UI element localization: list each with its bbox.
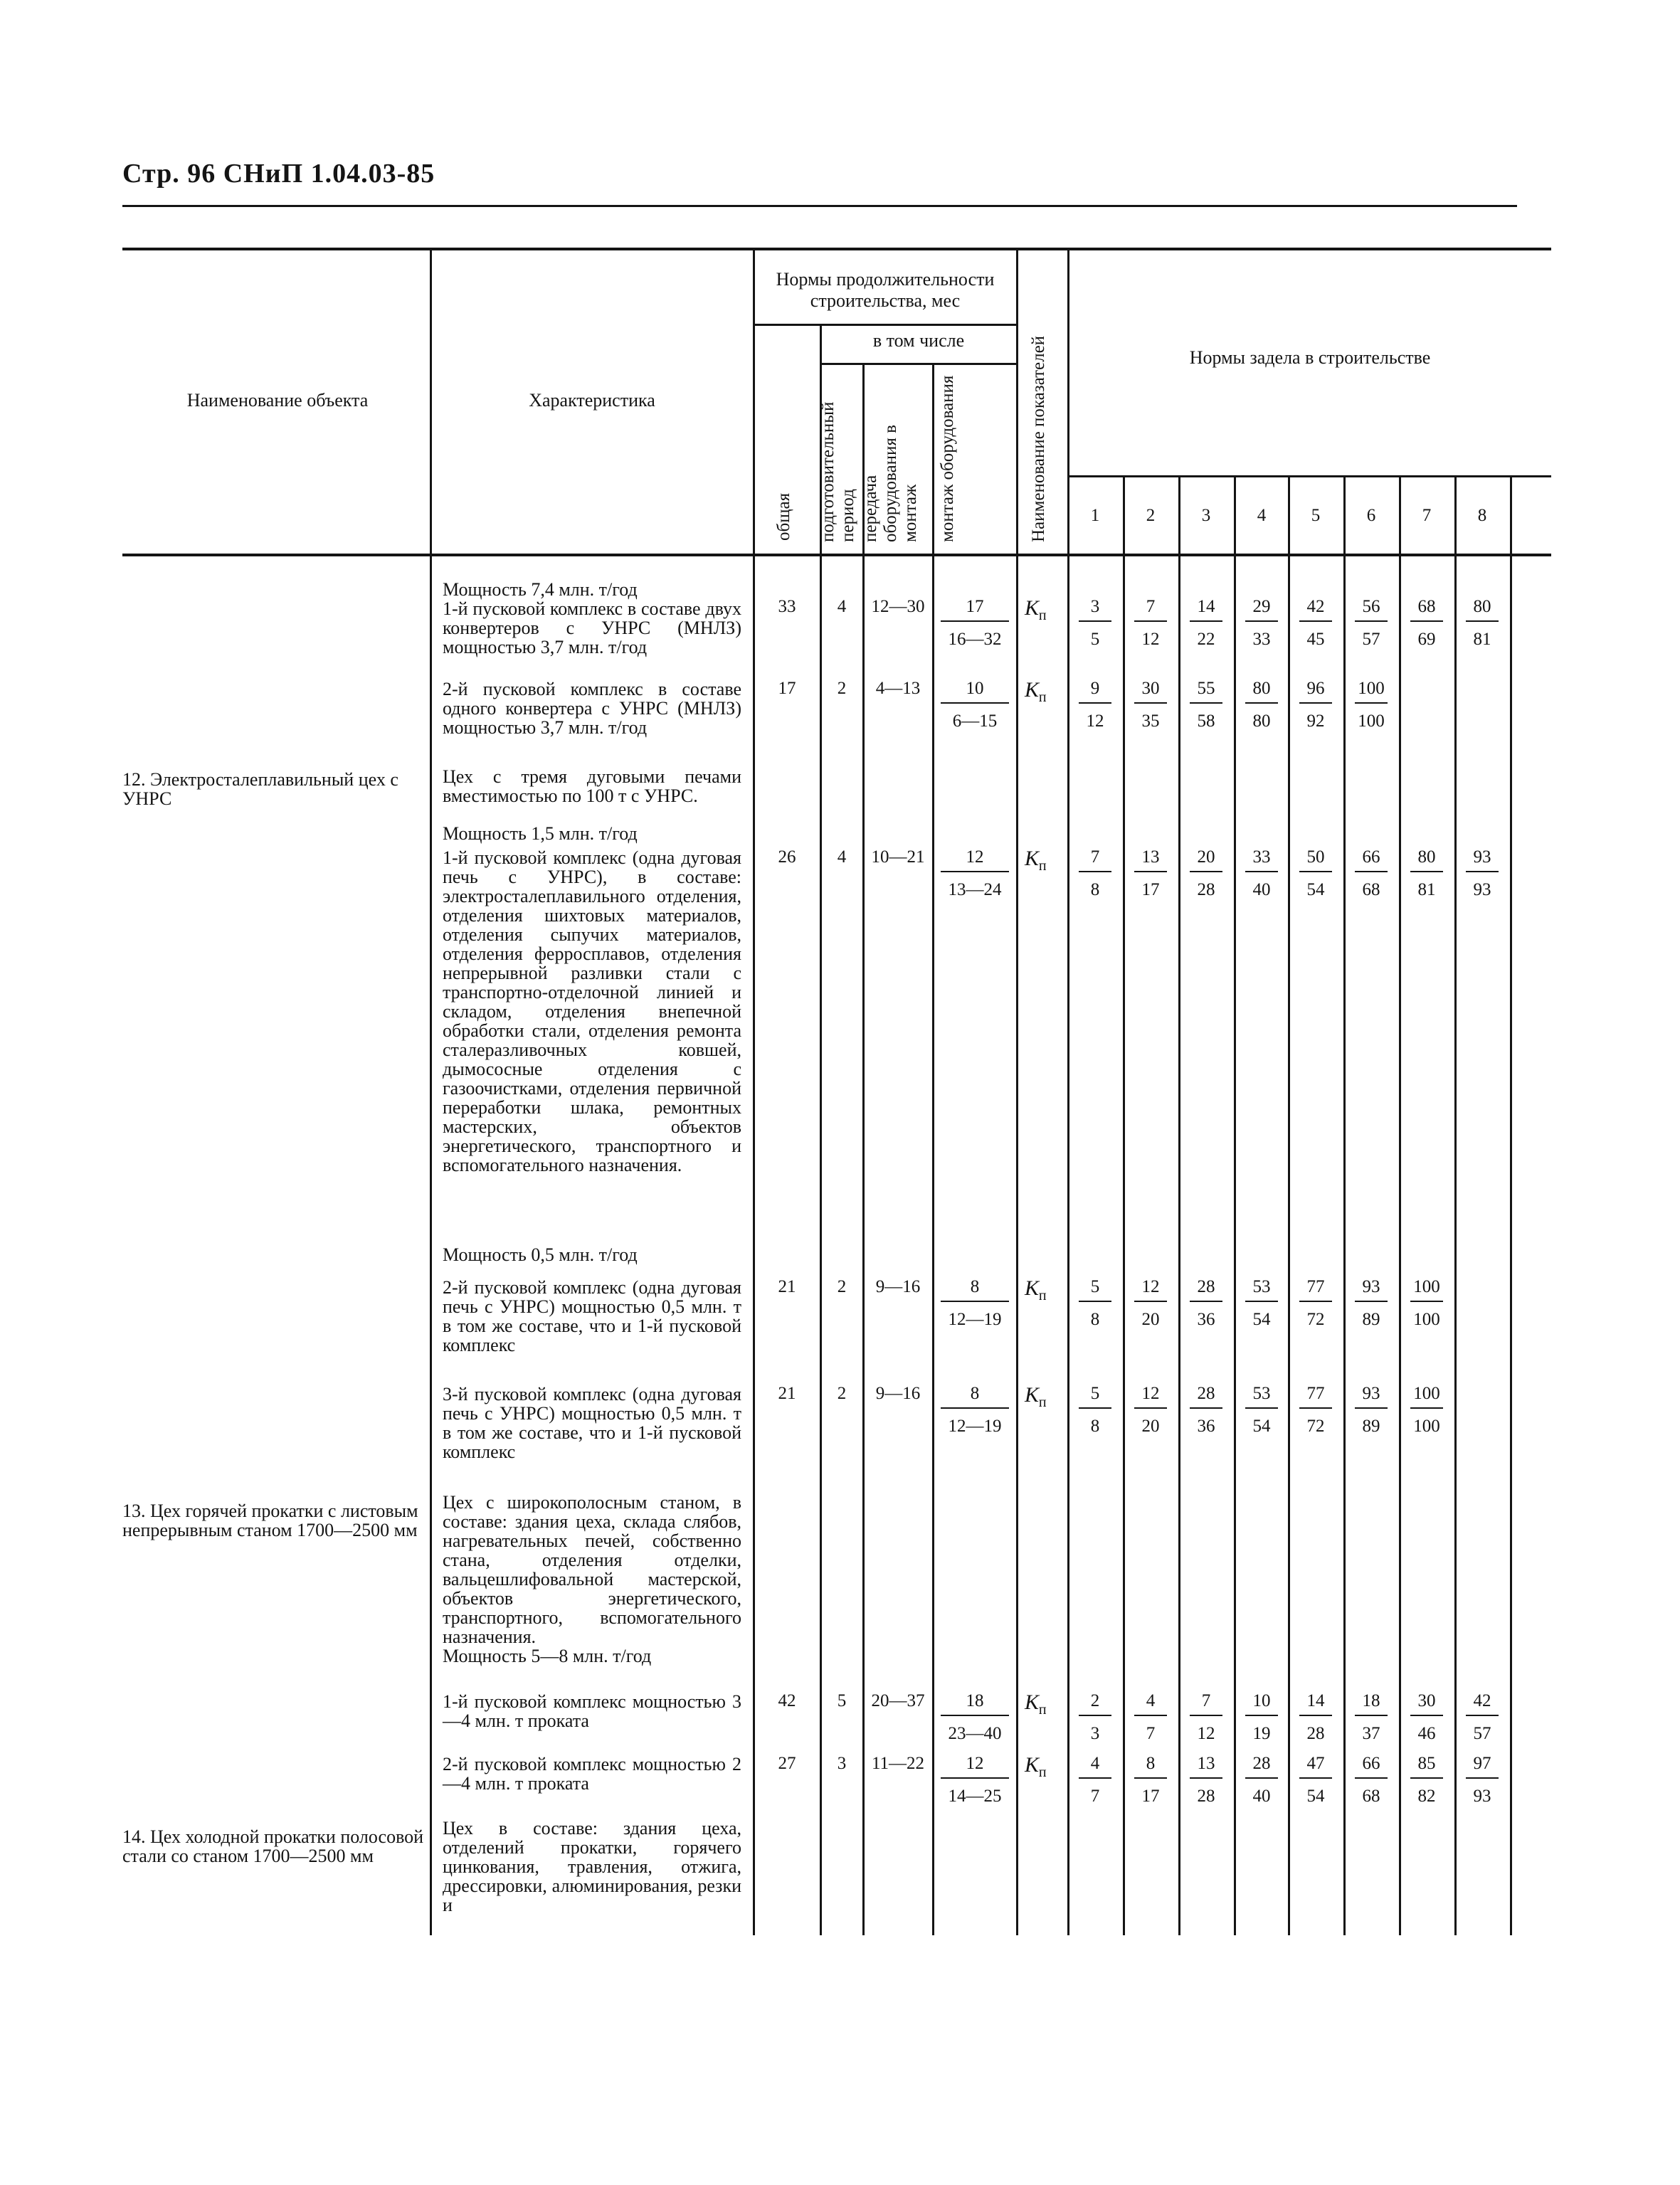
header-indicator: Наименование показателей — [1029, 335, 1048, 542]
col-number: 4 — [1257, 506, 1267, 525]
fraction-line — [1079, 871, 1111, 872]
backlog-top: 47 — [1306, 1754, 1325, 1773]
indicator-subscript: п — [1038, 1765, 1047, 1780]
char-text: Цех с тремя дуговыми печами вместимостью по 100 т с УНРС. — [443, 766, 741, 806]
char-text: 2-й пусковой комплекс мощностью 2—4 млн. т проката — [443, 1754, 741, 1794]
col-number: 1 — [1090, 506, 1100, 525]
indicator-letter: К — [1025, 678, 1039, 702]
fraction-line — [1299, 1407, 1332, 1409]
backlog-top: 66 — [1362, 1754, 1380, 1773]
backlog-bottom: 57 — [1473, 1724, 1491, 1743]
backlog-top: 80 — [1473, 597, 1491, 616]
backlog-top: 93 — [1362, 1384, 1380, 1403]
backlog-bottom: 68 — [1362, 880, 1380, 899]
duration-prep: 5 — [837, 1691, 847, 1710]
backlog-bottom: 20 — [1141, 1417, 1160, 1436]
backlog-top: 77 — [1306, 1384, 1325, 1403]
fraction-line — [1245, 1301, 1278, 1302]
col-divider — [753, 249, 755, 1935]
backlog-bottom: 81 — [1473, 630, 1491, 649]
indicator-kp — [1025, 1276, 1047, 1304]
backlog-top: 14 — [1197, 597, 1215, 616]
backlog-bottom: 54 — [1306, 880, 1325, 899]
indicator-letter: К — [1025, 1276, 1039, 1300]
char-text: Мощность 1,5 млн. т/год — [443, 823, 638, 844]
backlog-bottom: 7 — [1146, 1724, 1156, 1743]
install-top: 17 — [966, 597, 984, 616]
object-12: 12. Электросталеплавильный цех с УНРС — [122, 769, 398, 809]
backlog-top: 96 — [1306, 679, 1325, 698]
fraction-line — [1299, 1715, 1332, 1716]
fraction-line — [1355, 702, 1388, 704]
backlog-bottom: 33 — [1252, 630, 1271, 649]
install-top: 8 — [970, 1277, 980, 1296]
install-top: 12 — [966, 1754, 984, 1773]
backlog-bottom: 22 — [1197, 630, 1215, 649]
char-text: 3-й пусковой комплекс (одна дуговая печь с УНРС) мощностью 0,5 млн. т в том же составе, что и 1-й пусковой комплекс — [443, 1384, 741, 1462]
fraction-line — [941, 1407, 1009, 1409]
col-divider — [932, 363, 934, 1935]
backlog-top: 85 — [1417, 1754, 1436, 1773]
backlog-top: 100 — [1413, 1277, 1440, 1296]
fraction-line — [1466, 1777, 1499, 1779]
backlog-top: 28 — [1252, 1754, 1271, 1773]
fraction-line — [1079, 1715, 1111, 1716]
indicator-subscript: п — [1038, 689, 1047, 705]
fraction-line — [1355, 871, 1388, 872]
backlog-top: 42 — [1473, 1691, 1491, 1710]
col-number: 5 — [1311, 506, 1321, 525]
duration-transfer: 11—22 — [871, 1754, 925, 1773]
char-text: 1-й пусковой комплекс (одна дуговая печь с УНРС), в составе: электросталеплавильного отделения, отделения шихтовых материалов, отделения сыпучих материалов, отделения ферросплавов, отделения непрерывной разливки стали с транспортно-отделочной линией и складом, отделения внепечной обработки стали, отделения ремонта сталеразливочных ковшей, дымососные отделения с газоочистками, отделения первичной переработки шлака, ремонтных мастерских, объектов энергетического, транспортного и вспомогательного назначения. — [443, 847, 741, 1175]
backlog-bottom: 20 — [1141, 1310, 1160, 1329]
char-text: 1-й пусковой комплекс в составе двух конвертеров с УНРС (МНЛЗ) мощностью 3,7 млн. т/год — [443, 598, 741, 657]
backlog-bottom: 100 — [1413, 1417, 1440, 1436]
backlog-bottom: 28 — [1197, 1787, 1215, 1806]
header-characteristic: Характеристика — [529, 390, 655, 411]
backlog-bottom: 8 — [1090, 880, 1100, 899]
table-top-rule — [122, 248, 1551, 250]
backlog-top: 30 — [1417, 1691, 1436, 1710]
backlog-bottom: 28 — [1306, 1724, 1325, 1743]
fraction-line — [1355, 1301, 1388, 1302]
fraction-line — [1079, 620, 1111, 622]
char-text: Цех с широкополосным станом, в составе: здания цеха, склада слябов, нагревательных печей, собственно стана, отделения отделки, вальцешлифовальной мастерской, объектов энергетического, транспортного, вспомогательного назначения. — [443, 1492, 741, 1647]
backlog-bottom: 100 — [1358, 711, 1385, 731]
backlog-top: 93 — [1362, 1277, 1380, 1296]
fraction-line — [1245, 1407, 1278, 1409]
indicator-subscript: п — [1038, 1395, 1047, 1410]
indicator-subscript: п — [1038, 858, 1047, 874]
object-13: 13. Цех горячей прокатки с листовым непрерывным станом 1700—2500 мм — [122, 1501, 418, 1540]
backlog-bottom: 45 — [1306, 630, 1325, 649]
install-bottom: 12—19 — [948, 1417, 1002, 1436]
backlog-bottom: 69 — [1417, 630, 1436, 649]
indicator-letter: К — [1025, 1753, 1039, 1777]
fraction-line — [1190, 1407, 1222, 1409]
backlog-bottom: 89 — [1362, 1417, 1380, 1436]
fraction-line — [1245, 702, 1278, 704]
backlog-bottom: 92 — [1306, 711, 1325, 731]
fraction-line — [1245, 1777, 1278, 1779]
backlog-top: 20 — [1197, 847, 1215, 867]
char-text: 2-й пусковой комплекс (одна дуговая печь с УНРС) мощностью 0,5 млн. т в том же составе, что и 1-й пусковой комплекс — [443, 1277, 741, 1355]
fraction-line — [1245, 871, 1278, 872]
backlog-top: 42 — [1306, 597, 1325, 616]
backlog-bottom: 40 — [1252, 880, 1271, 899]
col-number: 7 — [1422, 506, 1432, 525]
backlog-top: 13 — [1197, 1754, 1215, 1773]
table-header-bottom-rule — [122, 554, 1551, 556]
duration-total: 21 — [778, 1277, 796, 1296]
duration-prep: 2 — [837, 679, 847, 698]
col-number: 2 — [1146, 506, 1156, 525]
backlog-top: 29 — [1252, 597, 1271, 616]
duration-total: 27 — [778, 1754, 796, 1773]
backlog-top: 100 — [1358, 679, 1385, 698]
backlog-bottom: 12 — [1086, 711, 1104, 731]
backlog-top: 12 — [1141, 1277, 1160, 1296]
backlog-bottom: 7 — [1090, 1787, 1100, 1806]
backlog-top: 9 — [1090, 679, 1100, 698]
indicator-kp — [1025, 1383, 1047, 1411]
duration-total: 17 — [778, 679, 796, 698]
fraction-line — [1466, 871, 1499, 872]
duration-transfer: 9—16 — [875, 1384, 921, 1403]
backlog-bottom: 36 — [1197, 1417, 1215, 1436]
fraction-line — [1355, 1407, 1388, 1409]
backlog-bottom: 17 — [1141, 880, 1160, 899]
backlog-bottom: 93 — [1473, 1787, 1491, 1806]
col-divider — [1399, 475, 1401, 1935]
char-text: Цех в составе: здания цеха, отделений прокатки, горячего цинкования, травления, отжига, дрессировки, алюминирования, резки и — [443, 1818, 741, 1915]
col-divider — [1510, 475, 1512, 1935]
fraction-line — [941, 1777, 1009, 1779]
backlog-top: 33 — [1252, 847, 1271, 867]
backlog-bottom: 81 — [1417, 880, 1436, 899]
backlog-top: 14 — [1306, 1691, 1325, 1710]
header-total: общая — [774, 492, 793, 541]
backlog-top: 12 — [1141, 1384, 1160, 1403]
header-transfer: передача оборудования в монтаж — [861, 425, 920, 542]
install-bottom: 23—40 — [948, 1724, 1002, 1743]
backlog-top: 3 — [1090, 597, 1100, 616]
backlog-bottom: 5 — [1090, 630, 1100, 649]
backlog-top: 93 — [1473, 847, 1491, 867]
backlog-top: 4 — [1146, 1691, 1156, 1710]
backlog-bottom: 89 — [1362, 1310, 1380, 1329]
indicator-kp — [1025, 678, 1047, 706]
fraction-line — [941, 620, 1009, 622]
fraction-line — [1410, 1715, 1443, 1716]
duration-prep: 2 — [837, 1384, 847, 1403]
header-object: Наименование объекта — [186, 390, 369, 411]
fraction-line — [1079, 702, 1111, 704]
object-14: 14. Цех холодной прокатки полосовой стали со станом 1700—2500 мм — [122, 1826, 424, 1866]
backlog-top: 13 — [1141, 847, 1160, 867]
backlog-top: 2 — [1090, 1691, 1100, 1710]
indicator-subscript: п — [1038, 1702, 1047, 1718]
fraction-line — [1190, 702, 1222, 704]
install-top: 10 — [966, 679, 984, 698]
fraction-line — [941, 1301, 1009, 1302]
backlog-bottom: 40 — [1252, 1787, 1271, 1806]
fraction-line — [1134, 1715, 1167, 1716]
indicator-kp — [1025, 1691, 1047, 1718]
backlog-top: 18 — [1362, 1691, 1380, 1710]
header-install: монтаж оборудования — [938, 375, 957, 542]
backlog-top: 53 — [1252, 1384, 1271, 1403]
backlog-top: 55 — [1197, 679, 1215, 698]
backlog-bottom: 100 — [1413, 1310, 1440, 1329]
indicator-subscript: п — [1038, 1288, 1047, 1303]
backlog-bottom: 68 — [1362, 1787, 1380, 1806]
fraction-line — [1190, 1301, 1222, 1302]
fraction-line — [1299, 1777, 1332, 1779]
backlog-top: 28 — [1197, 1277, 1215, 1296]
col-divider — [430, 249, 432, 1935]
backlog-top: 66 — [1362, 847, 1380, 867]
fraction-line — [1410, 1407, 1443, 1409]
fraction-line — [1190, 1715, 1222, 1716]
backlog-bottom: 28 — [1197, 880, 1215, 899]
duration-transfer: 20—37 — [871, 1691, 925, 1710]
col-divider — [820, 324, 822, 1935]
install-top: 8 — [970, 1384, 980, 1403]
install-bottom: 16—32 — [948, 630, 1002, 649]
char-text: Мощность 5—8 млн. т/год — [443, 1646, 652, 1666]
indicator-letter: К — [1025, 847, 1039, 870]
backlog-top: 10 — [1252, 1691, 1271, 1710]
indicator-kp — [1025, 1753, 1047, 1781]
duration-prep: 2 — [837, 1277, 847, 1296]
header-in-that: в том числе — [872, 330, 965, 351]
backlog-bottom: 35 — [1141, 711, 1160, 731]
header-backlog: Нормы задела в строительстве — [1189, 347, 1431, 368]
fraction-line — [1410, 1777, 1443, 1779]
backlog-top: 100 — [1413, 1384, 1440, 1403]
fraction-line — [1466, 620, 1499, 622]
backlog-top: 77 — [1306, 1277, 1325, 1296]
fraction-line — [1299, 1301, 1332, 1302]
indicator-letter: К — [1025, 1691, 1039, 1714]
fraction-line — [1190, 871, 1222, 872]
duration-transfer: 10—21 — [871, 847, 925, 867]
fraction-line — [1299, 702, 1332, 704]
header-rule — [820, 363, 1016, 365]
fraction-line — [1355, 1715, 1388, 1716]
fraction-line — [1355, 1777, 1388, 1779]
backlog-top: 30 — [1141, 679, 1160, 698]
fraction-line — [1410, 871, 1443, 872]
install-bottom: 14—25 — [948, 1787, 1002, 1806]
header-rule — [1067, 475, 1551, 477]
header-rule — [753, 324, 1016, 326]
backlog-top: 5 — [1090, 1277, 1100, 1296]
page-header: Стр. 96 СНиП 1.04.03-85 — [122, 159, 435, 189]
fraction-line — [1134, 1777, 1167, 1779]
backlog-top: 4 — [1090, 1754, 1100, 1773]
backlog-top: 68 — [1417, 597, 1436, 616]
fraction-line — [1134, 1301, 1167, 1302]
fraction-line — [1079, 1407, 1111, 1409]
install-top: 18 — [966, 1691, 984, 1710]
backlog-bottom: 93 — [1473, 880, 1491, 899]
fraction-line — [1134, 1407, 1167, 1409]
backlog-top: 7 — [1146, 597, 1156, 616]
backlog-bottom: 3 — [1090, 1724, 1100, 1743]
backlog-bottom: 8 — [1090, 1417, 1100, 1436]
col-divider — [1016, 249, 1018, 1935]
indicator-kp — [1025, 596, 1047, 624]
duration-transfer: 12—30 — [871, 597, 925, 616]
backlog-top: 8 — [1146, 1754, 1156, 1773]
backlog-bottom: 36 — [1197, 1310, 1215, 1329]
fraction-line — [1410, 1301, 1443, 1302]
backlog-bottom: 19 — [1252, 1724, 1271, 1743]
char-text: 1-й пусковой комплекс мощностью 3—4 млн. т проката — [443, 1691, 741, 1731]
fraction-line — [1299, 871, 1332, 872]
indicator-subscript: п — [1038, 608, 1047, 623]
backlog-top: 56 — [1362, 597, 1380, 616]
header-duration-norms: Нормы продолжительности строительства, мес — [776, 269, 995, 311]
backlog-top: 7 — [1201, 1691, 1211, 1710]
duration-prep: 4 — [837, 597, 847, 616]
backlog-bottom: 54 — [1252, 1310, 1271, 1329]
duration-transfer: 9—16 — [875, 1277, 921, 1296]
col-divider — [1454, 475, 1457, 1935]
duration-prep: 3 — [837, 1754, 847, 1773]
duration-total: 21 — [778, 1384, 796, 1403]
fraction-line — [941, 871, 1009, 872]
backlog-bottom: 12 — [1141, 630, 1160, 649]
fraction-line — [1410, 620, 1443, 622]
duration-total: 33 — [778, 597, 796, 616]
fraction-line — [1355, 620, 1388, 622]
backlog-top: 7 — [1090, 847, 1100, 867]
char-text: 2-й пусковой комплекс в составе одного конвертера с УНРС (МНЛЗ) мощностью 3,7 млн. т/год — [443, 679, 741, 738]
indicator-letter: К — [1025, 596, 1039, 620]
header-rule — [122, 205, 1517, 207]
install-bottom: 12—19 — [948, 1310, 1002, 1329]
backlog-bottom: 82 — [1417, 1787, 1436, 1806]
col-number: 6 — [1366, 506, 1376, 525]
fraction-line — [1299, 620, 1332, 622]
backlog-top: 5 — [1090, 1384, 1100, 1403]
char-text: Мощность 7,4 млн. т/год — [443, 579, 638, 600]
backlog-bottom: 12 — [1197, 1724, 1215, 1743]
fraction-line — [1079, 1301, 1111, 1302]
indicator-kp — [1025, 847, 1047, 874]
col-number: 8 — [1477, 506, 1487, 525]
install-bottom: 13—24 — [948, 880, 1002, 899]
fraction-line — [1134, 871, 1167, 872]
backlog-top: 53 — [1252, 1277, 1271, 1296]
indicator-letter: К — [1025, 1383, 1039, 1407]
backlog-bottom: 37 — [1362, 1724, 1380, 1743]
install-bottom: 6—15 — [952, 711, 998, 731]
fraction-line — [1134, 702, 1167, 704]
backlog-bottom: 57 — [1362, 630, 1380, 649]
duration-total: 26 — [778, 847, 796, 867]
fraction-line — [941, 1715, 1009, 1716]
fraction-line — [941, 702, 1009, 704]
duration-total: 42 — [778, 1691, 796, 1710]
char-text: Мощность 0,5 млн. т/год — [443, 1244, 638, 1265]
backlog-bottom: 54 — [1252, 1417, 1271, 1436]
fraction-line — [1466, 1715, 1499, 1716]
backlog-top: 97 — [1473, 1754, 1491, 1773]
backlog-bottom: 58 — [1197, 711, 1215, 731]
backlog-bottom: 72 — [1306, 1417, 1325, 1436]
duration-transfer: 4—13 — [875, 679, 921, 698]
duration-prep: 4 — [837, 847, 847, 867]
fraction-line — [1190, 620, 1222, 622]
fraction-line — [1190, 1777, 1222, 1779]
backlog-top: 80 — [1417, 847, 1436, 867]
backlog-bottom: 46 — [1417, 1724, 1436, 1743]
backlog-bottom: 54 — [1306, 1787, 1325, 1806]
col-number: 3 — [1201, 506, 1211, 525]
backlog-top: 50 — [1306, 847, 1325, 867]
backlog-top: 80 — [1252, 679, 1271, 698]
backlog-bottom: 8 — [1090, 1310, 1100, 1329]
fraction-line — [1134, 620, 1167, 622]
fraction-line — [1245, 1715, 1278, 1716]
fraction-line — [1079, 1777, 1111, 1779]
fraction-line — [1245, 620, 1278, 622]
backlog-bottom: 80 — [1252, 711, 1271, 731]
backlog-bottom: 17 — [1141, 1787, 1160, 1806]
header-prep: подготовительный период — [818, 401, 857, 542]
col-divider — [1067, 249, 1069, 1935]
backlog-bottom: 72 — [1306, 1310, 1325, 1329]
backlog-top: 28 — [1197, 1384, 1215, 1403]
install-top: 12 — [966, 847, 984, 867]
